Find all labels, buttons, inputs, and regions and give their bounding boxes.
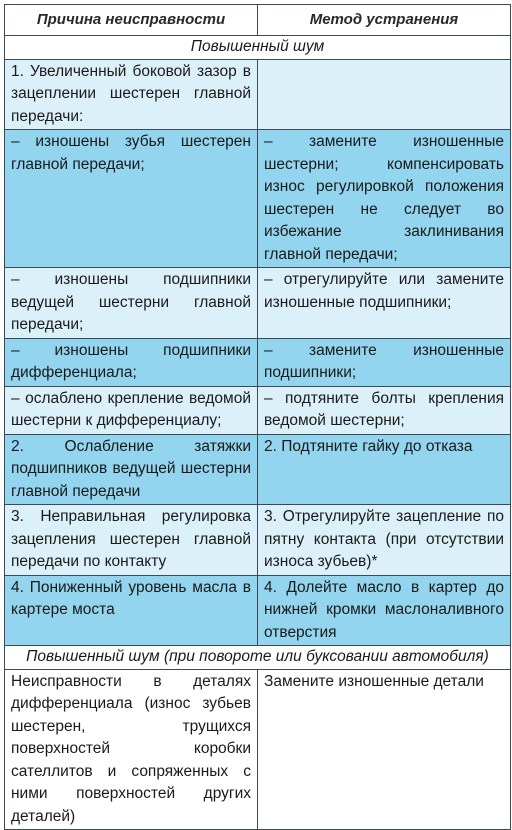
table-row bbox=[5, 268, 511, 339]
table-row bbox=[5, 505, 511, 576]
fix-text: 3. Отрегулируйте зацепление по пятну контакта (при отсутствии износа зубьев)* bbox=[264, 508, 504, 570]
fix-cell bbox=[258, 434, 511, 505]
table-row bbox=[5, 434, 511, 505]
fix-cell bbox=[258, 59, 511, 130]
header-row bbox=[5, 5, 511, 36]
fix-cell bbox=[258, 669, 511, 830]
section-title: Повышенный шум bbox=[5, 36, 511, 60]
fix-text: 4. Долейте масло в картер до нижней кромки маслоналивного отверстия bbox=[264, 578, 504, 641]
fix-text: 2. Подтяните гайку до отказа bbox=[264, 437, 473, 455]
cause-cell bbox=[5, 669, 258, 830]
table-row bbox=[5, 338, 511, 386]
fix-text: Замените изношенные детали bbox=[264, 672, 484, 690]
cause-text: – изношены подшипники ведущей шестерни главной передачи; bbox=[11, 271, 251, 333]
section-title: Повышенный шум (при повороте или буксовании автомобиля) bbox=[5, 646, 511, 670]
section-row bbox=[5, 36, 511, 60]
fix-text: – замените изношенные шестерни; компенсировать износ регулировкой положения шестерен не следует во избежание заклинивания главной передачи; bbox=[264, 133, 504, 263]
table-row bbox=[5, 130, 511, 268]
header-cause: Причина неисправности bbox=[5, 5, 258, 36]
table-row bbox=[5, 575, 511, 646]
table-row bbox=[5, 669, 511, 830]
table-body bbox=[5, 36, 511, 830]
cause-cell bbox=[5, 505, 258, 576]
section-row bbox=[5, 646, 511, 670]
cause-cell bbox=[5, 268, 258, 339]
cause-text: 3. Неправильная регулировка зацепления шестерен главной передачи по контакту bbox=[11, 508, 251, 570]
cause-text: 4. Пониженный уровень масла в картере моста bbox=[11, 578, 251, 618]
cause-text: – изношены зубья шестерен главной передачи; bbox=[11, 133, 251, 173]
cause-cell bbox=[5, 59, 258, 130]
cause-cell bbox=[5, 434, 258, 505]
fix-cell bbox=[258, 268, 511, 339]
cause-text: – ослаблено крепление ведомой шестерни к дифференциалу; bbox=[11, 389, 251, 429]
cause-cell bbox=[5, 338, 258, 386]
cause-text: – изношены подшипники дифференциала; bbox=[11, 341, 251, 381]
cause-cell bbox=[5, 386, 258, 434]
fix-text: – подтяните болты крепления ведомой шестерни; bbox=[264, 389, 504, 429]
fix-cell bbox=[258, 575, 511, 646]
troubleshooting-table bbox=[4, 4, 511, 830]
cause-text: 1. Увеличенный боковой зазор в зацеплении шестерен главной передачи: bbox=[11, 62, 251, 125]
cause-text: 2. Ослабление затяжки подшипников ведущей шестерни главной передачи bbox=[11, 437, 251, 500]
fix-cell bbox=[258, 505, 511, 576]
table-row bbox=[5, 59, 511, 130]
fix-text: – замените изношенные подшипники; bbox=[264, 341, 504, 381]
header-fix: Метод устранения bbox=[258, 5, 511, 36]
table-row bbox=[5, 386, 511, 434]
fix-cell bbox=[258, 338, 511, 386]
fix-text: – отрегулируйте или замените изношенные подшипники; bbox=[264, 271, 504, 311]
cause-cell bbox=[5, 130, 258, 268]
cause-text: Неисправности в деталях дифференциала (износ зубьев шестерен, трущихся поверхностей коробки сателлитов и сопряженных с ними поверхностей других деталей) bbox=[11, 672, 251, 825]
cause-cell bbox=[5, 575, 258, 646]
fix-cell bbox=[258, 130, 511, 268]
fix-cell bbox=[258, 386, 511, 434]
